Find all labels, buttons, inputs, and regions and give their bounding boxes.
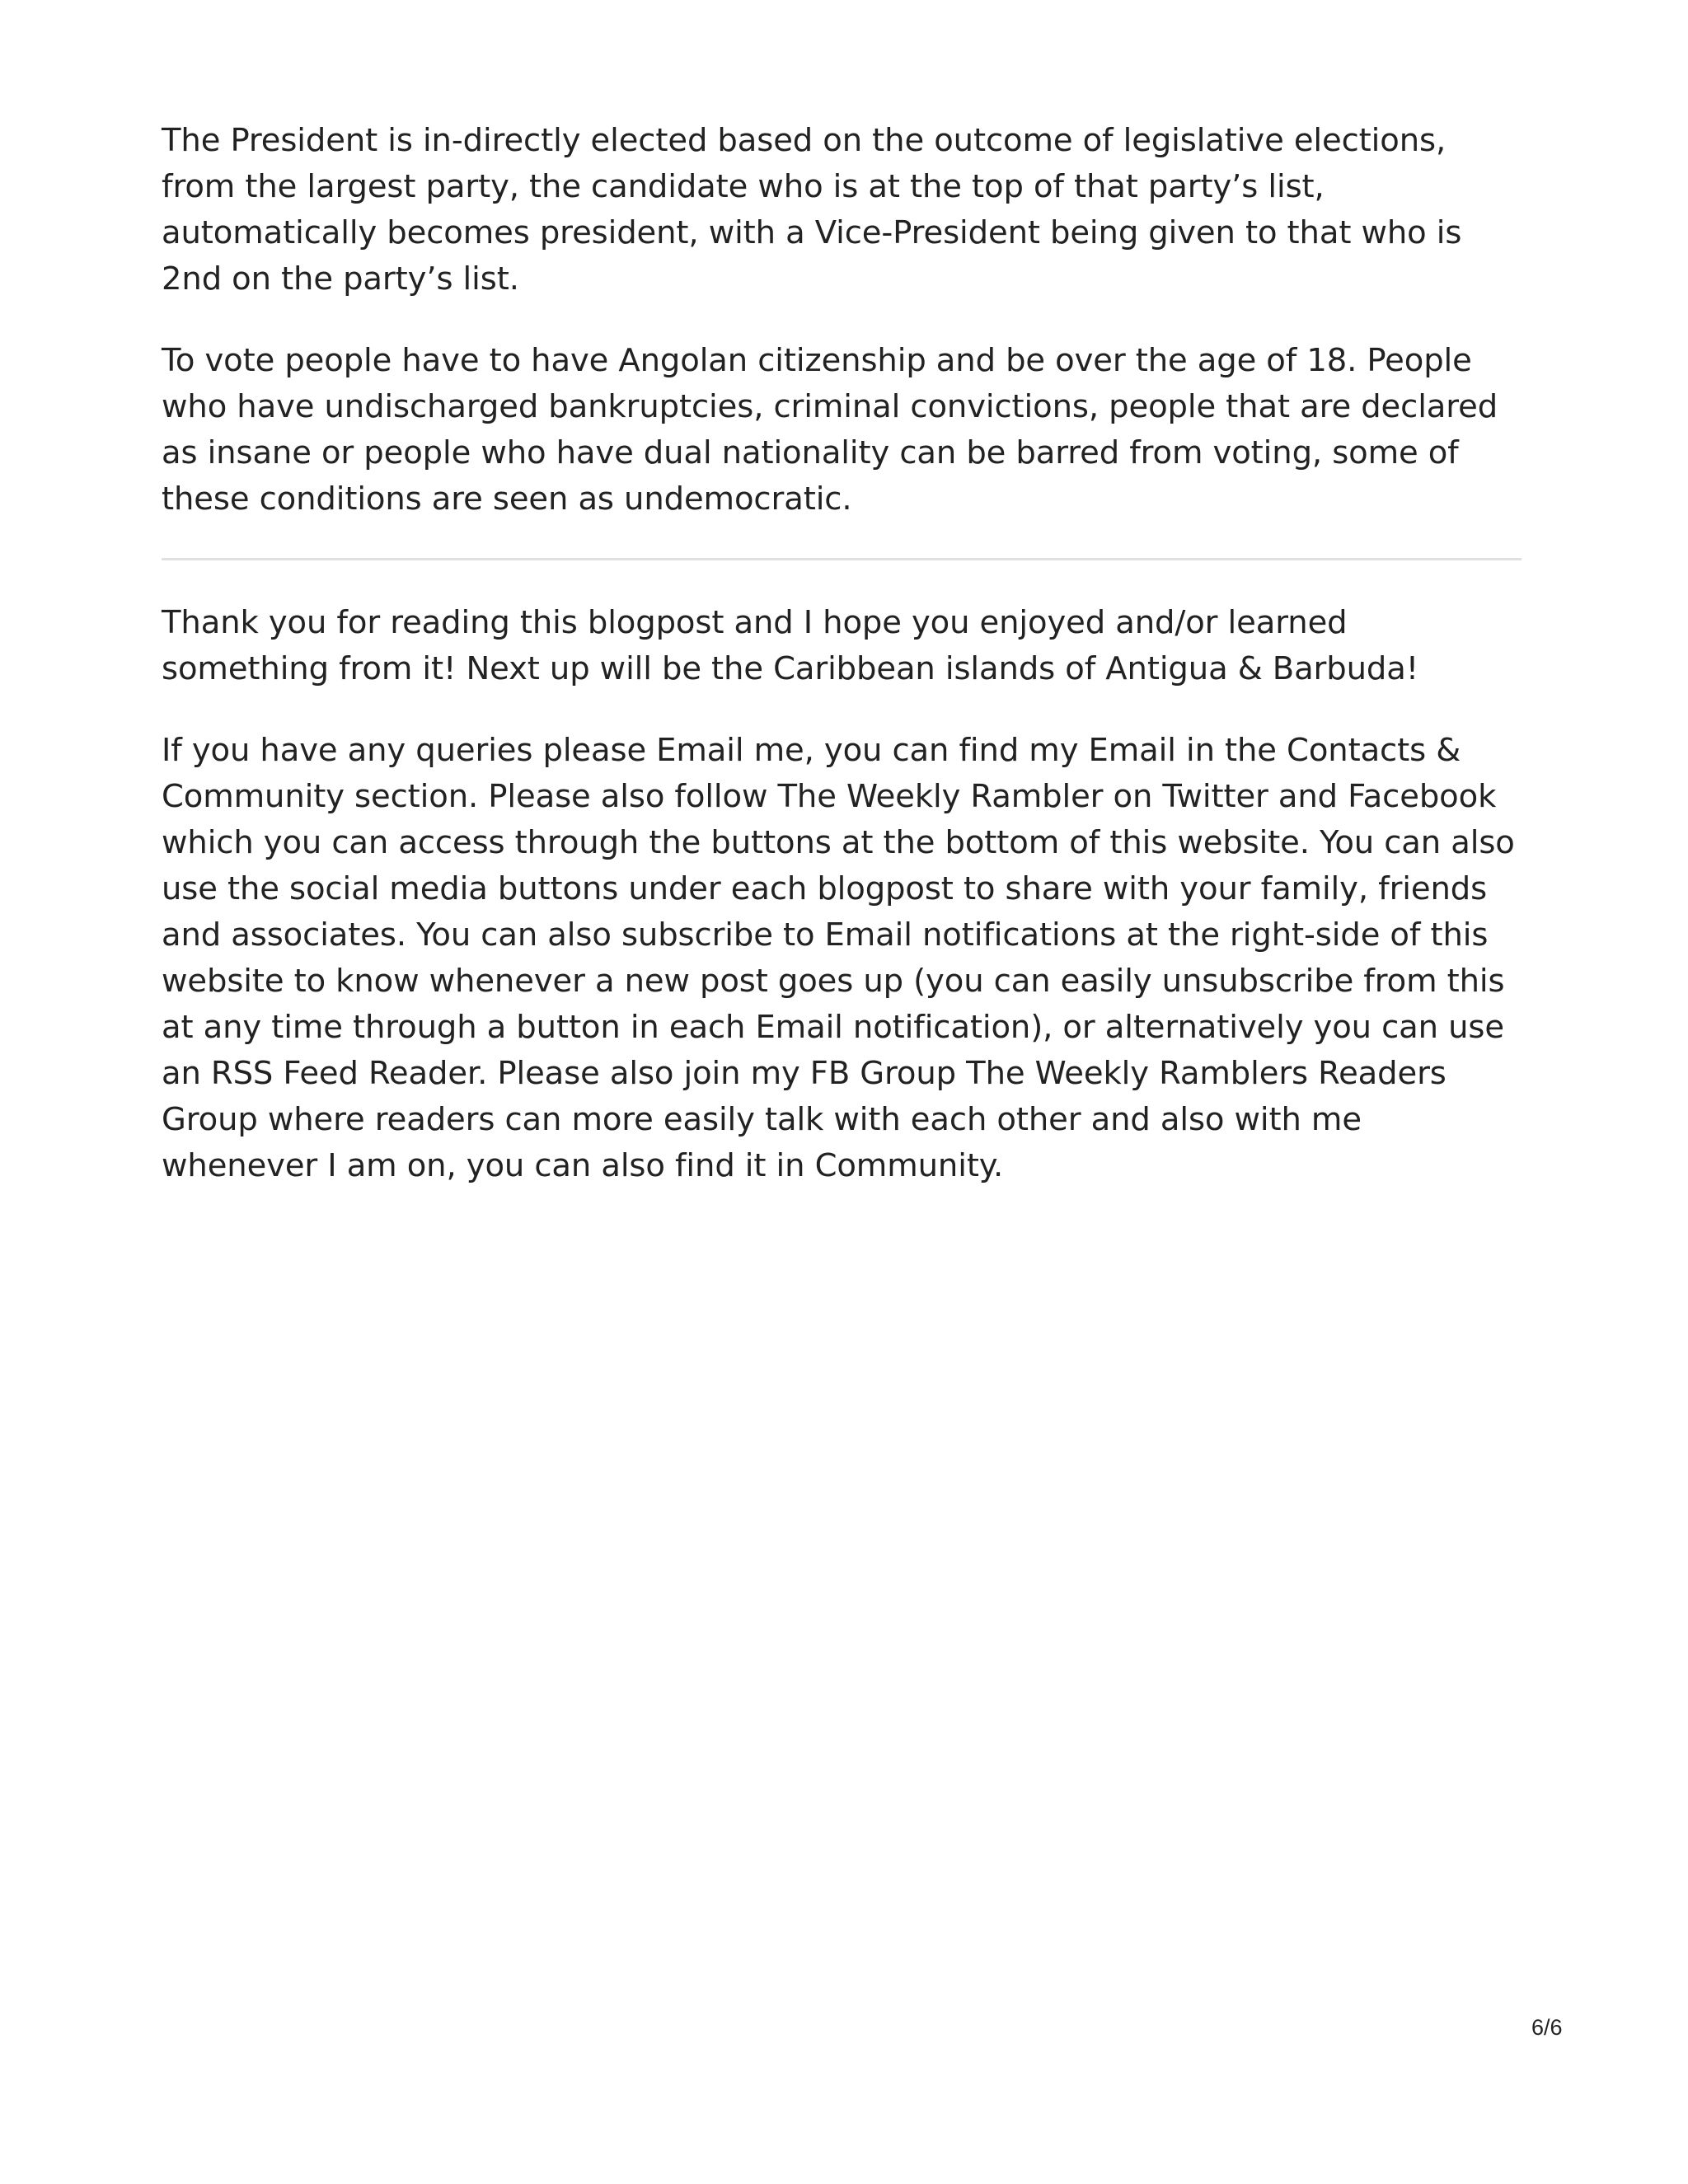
page-number: 6/6 xyxy=(1531,2015,1563,2040)
section-divider xyxy=(162,558,1522,560)
paragraph-thank-you: Thank you for reading this blogpost and I hope you enjoyed and/or learned something from it! Next up will be the Caribbean islands of Antigua & Barbuda! xyxy=(162,604,1419,687)
paragraph-voting-rules: To vote people have to have Angolan citizenship and be over the age of 18. People who have undischarged bankruptcies, criminal convictions, people that are declared as insane or people who have dual nationality can be barred from voting, some of these conditions are seen as undemocratic. xyxy=(162,342,1498,518)
article-body xyxy=(162,118,1522,1225)
paragraph-president-election: The President is in-directly elected based on the outcome of legislative elections, from the largest party, the candidate who is at the top of that party’s list, automatically becomes president, with a Vice-President being given to that who is 2nd on the party’s list. xyxy=(162,122,1462,298)
paragraph-contact-info: If you have any queries please Email me, you can find my Email in the Contacts & Community section. Please also follow The Weekly Rambler on Twitter and Facebook which you can access through the buttons at the bottom of this website. You can also use the social media buttons under each blogpost to share with your family, friends and associates. You can also subscribe to Email notifications at the right-side of this website to know whenever a new post goes up (you can easily unsubscribe from this at any time through a button in each Email notification), or alternatively you can use an RSS Feed Reader. Please also join my FB Group The Weekly Ramblers Readers Group where readers can more easily talk with each other and also with me whenever I am on, you can also find it in Community. xyxy=(162,732,1515,1184)
